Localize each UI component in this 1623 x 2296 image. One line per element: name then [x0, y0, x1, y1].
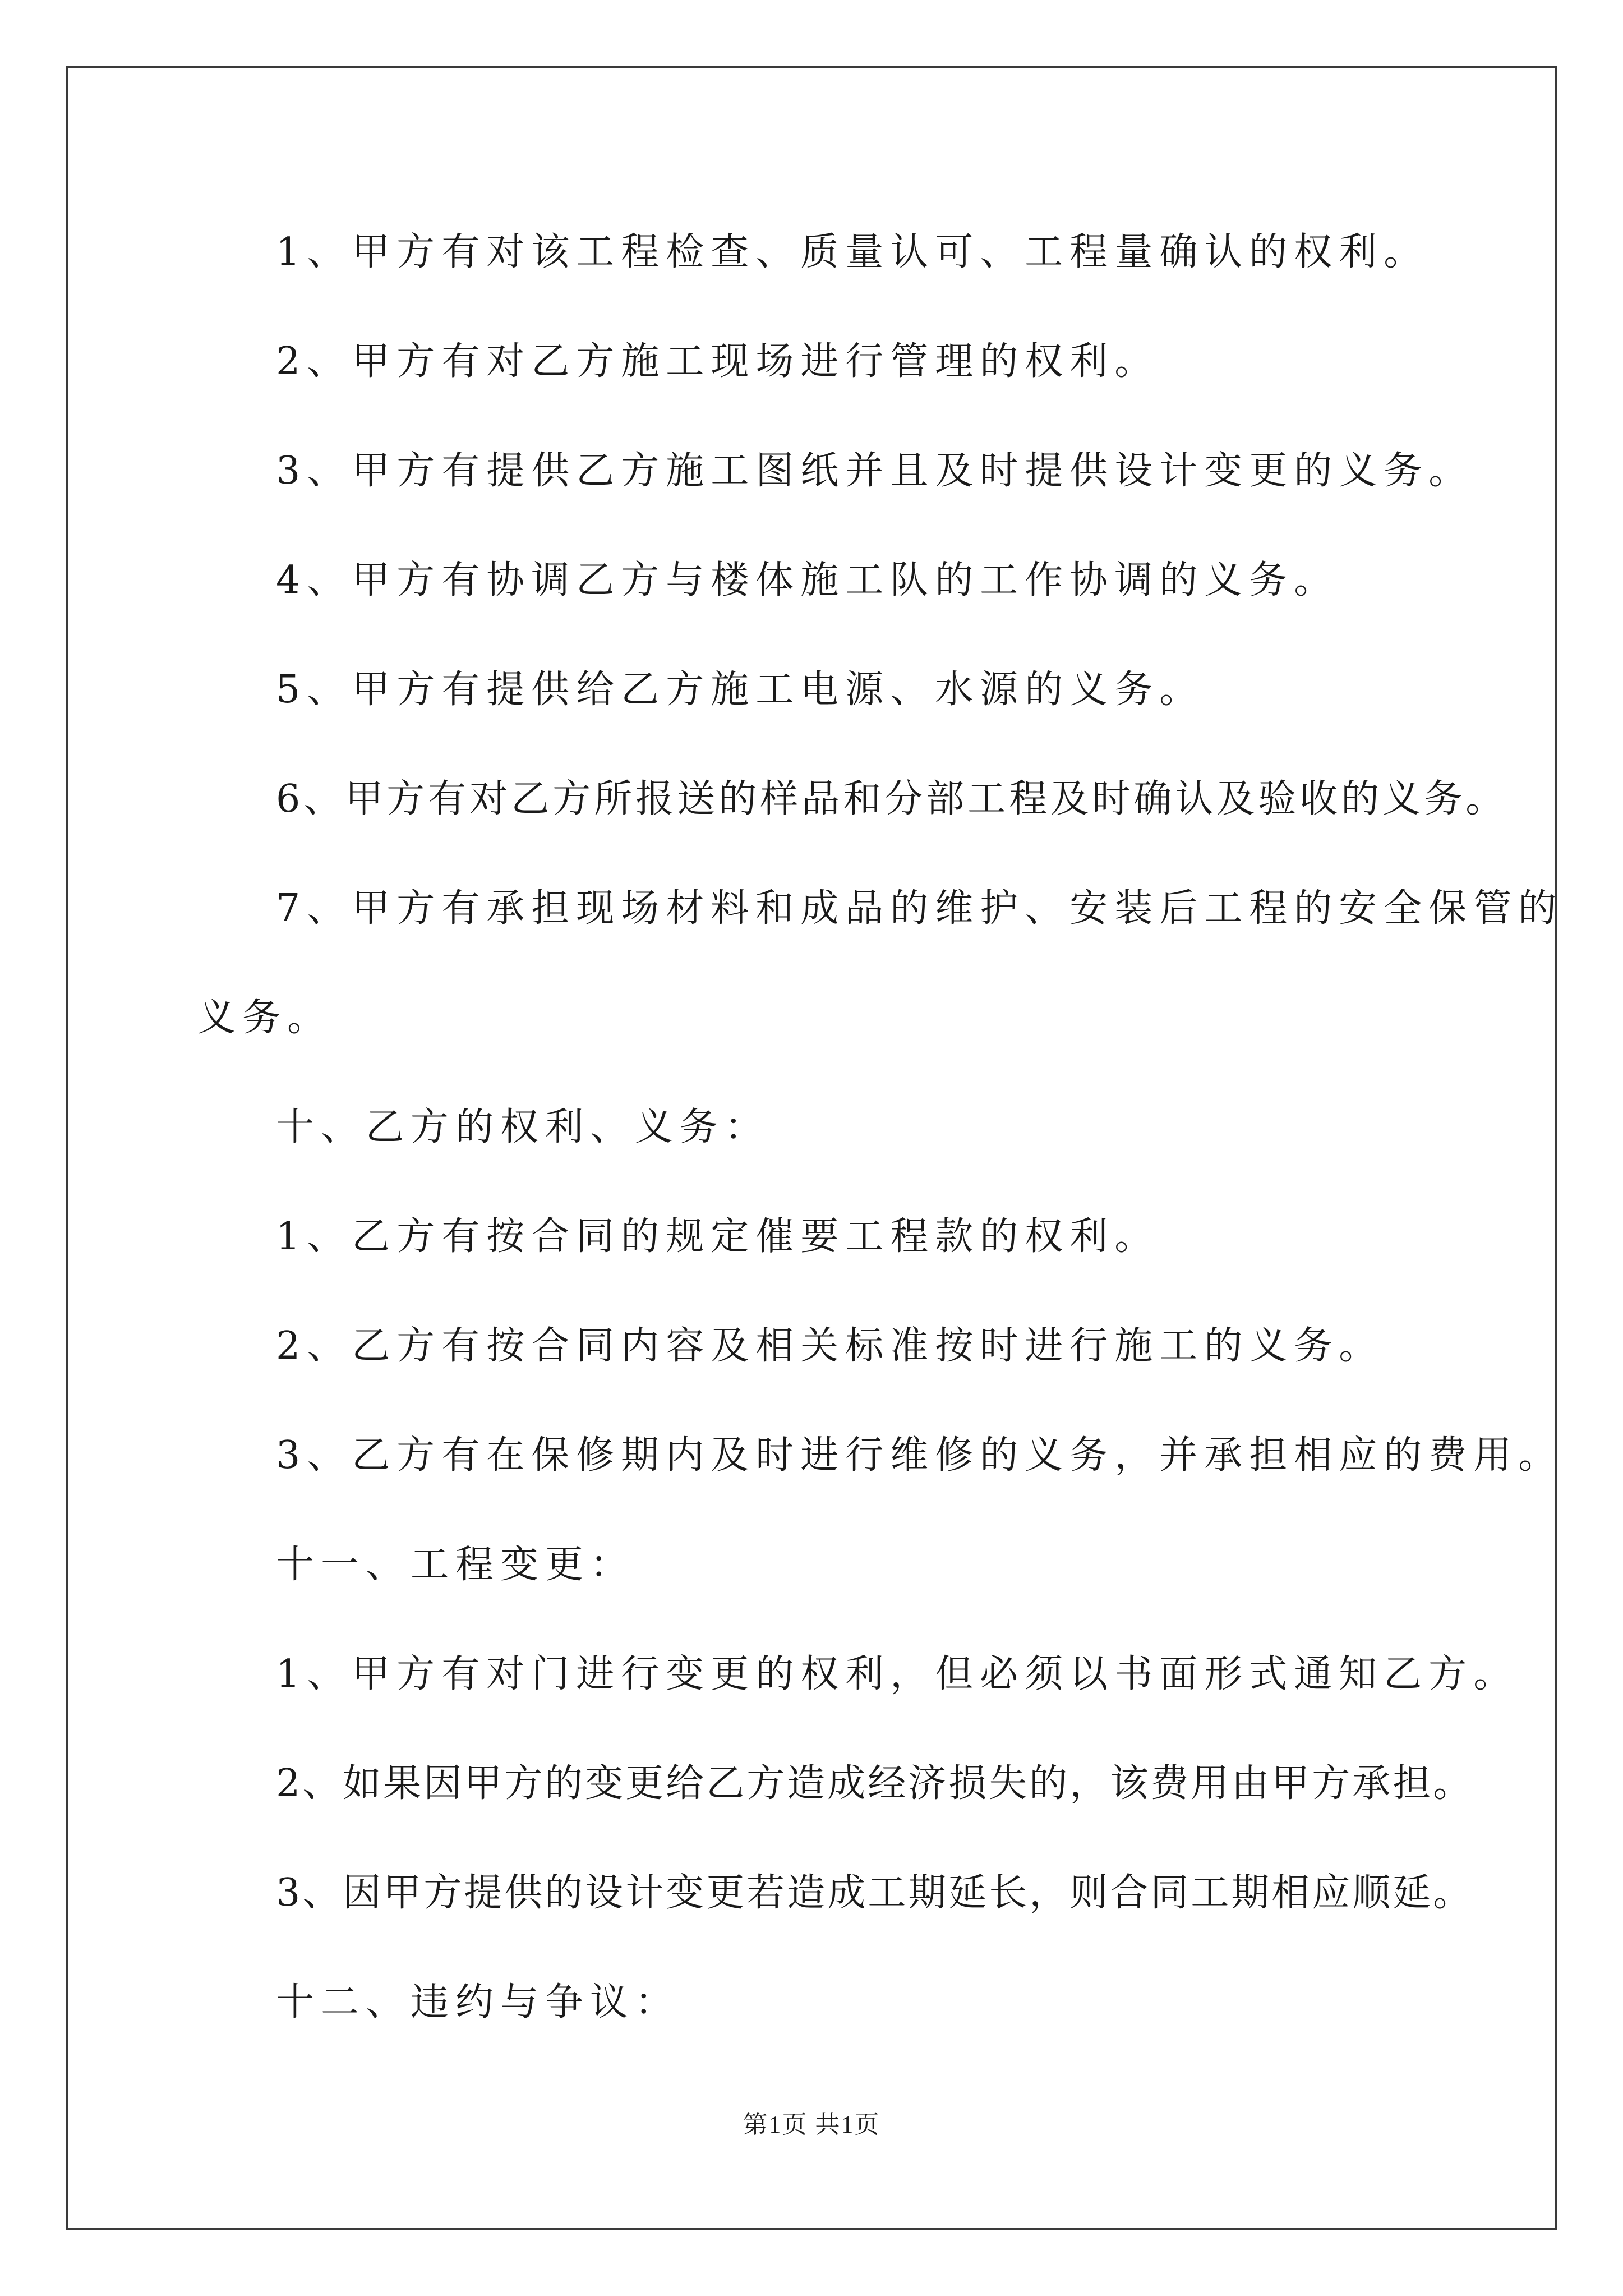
paragraph-7: 7、甲方有承担现场材料和成品的维护、安装后工程的安全保管的 — [276, 886, 1564, 931]
section-heading-11: 十一、工程变更： — [276, 1543, 635, 1587]
paragraph-1: 1、甲方有对该工程检查、质量认可、工程量确认的权利。 — [276, 230, 1429, 274]
section-heading-12: 十二、违约与争议： — [276, 1980, 680, 2024]
paragraph-2: 2、甲方有对乙方施工现场进行管理的权利。 — [276, 339, 1160, 384]
paragraph-11-3: 3、因甲方提供的设计变更若造成工期延长，则合同工期相应顺延。 — [276, 1871, 1474, 1915]
paragraph-7-continued: 义务。 — [197, 996, 333, 1040]
paragraph-11-1: 1、甲方有对门进行变更的权利，但必须以书面形式通知乙方。 — [276, 1652, 1519, 1696]
paragraph-11-2: 2、如果因甲方的变更给乙方造成经济损失的，该费用由甲方承担。 — [276, 1761, 1474, 1806]
paragraph-10-1: 1、乙方有按合同的规定催要工程款的权利。 — [276, 1214, 1160, 1259]
paragraph-6: 6、甲方有对乙方所报送的样品和分部工程及时确认及验收的义务。 — [276, 777, 1507, 821]
paragraph-5: 5、甲方有提供给乙方施工电源、水源的义务。 — [276, 668, 1205, 712]
page-footer: 第1页 共1页 — [743, 2111, 880, 2138]
paragraph-10-3: 3、乙方有在保修期内及时进行维修的义务，并承担相应的费用。 — [276, 1433, 1564, 1478]
paragraph-10-2: 2、乙方有按合同内容及相关标准按时进行施工的义务。 — [276, 1324, 1384, 1368]
paragraph-3: 3、甲方有提供乙方施工图纸并且及时提供设计变更的义务。 — [276, 449, 1474, 493]
section-heading-10: 十、乙方的权利、义务： — [276, 1105, 770, 1149]
paragraph-4: 4、甲方有协调乙方与楼体施工队的工作协调的义务。 — [276, 558, 1339, 602]
